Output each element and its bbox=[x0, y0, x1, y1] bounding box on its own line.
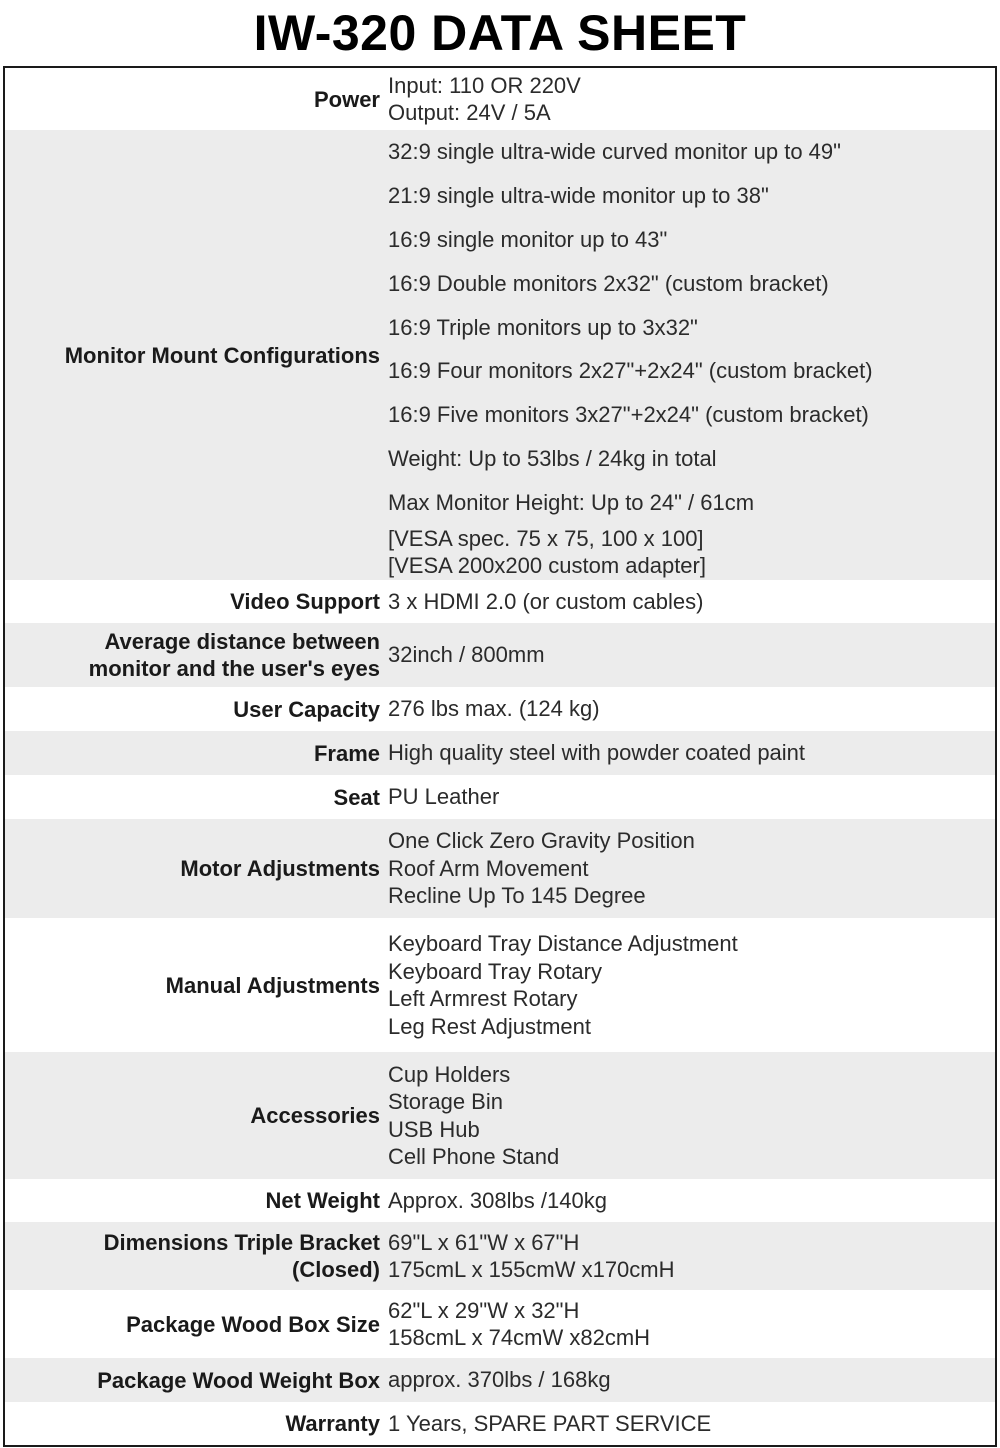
row-label: Average distance between monitor and the user's eyes bbox=[88, 629, 380, 681]
row-user-capacity bbox=[5, 687, 995, 731]
row-value: 3 x HDMI 2.0 (or custom cables) bbox=[388, 588, 704, 614]
row-manual-adjustments bbox=[5, 918, 995, 1052]
row-package-weight bbox=[5, 1358, 995, 1402]
row-label: Package Wood Weight Box bbox=[97, 1367, 380, 1393]
row-value: One Click Zero Gravity Position Roof Arm Movement Recline Up To 145 Degree bbox=[388, 828, 695, 909]
row-package-box-size bbox=[5, 1290, 995, 1358]
row-label: Package Wood Box Size bbox=[126, 1311, 380, 1337]
row-value: Approx. 308lbs /140kg bbox=[388, 1187, 607, 1213]
row-motor-adjustments bbox=[5, 819, 995, 918]
row-value: 1 Years, SPARE PART SERVICE bbox=[388, 1410, 712, 1436]
row-average-distance bbox=[5, 623, 995, 687]
row-frame bbox=[5, 731, 995, 775]
row-value: PU Leather bbox=[388, 784, 500, 810]
row-label: Warranty bbox=[285, 1411, 380, 1436]
row-net-weight bbox=[5, 1179, 995, 1222]
row-dimensions bbox=[5, 1222, 995, 1290]
row-label: Video Support bbox=[230, 589, 380, 614]
row-label: Frame bbox=[313, 740, 380, 766]
row-value: approx. 370lbs / 168kg bbox=[388, 1367, 611, 1393]
row-value: Keyboard Tray Distance Adjustment Keyboard Tray Rotary Left Armrest Rotary Leg Rest Adjustment bbox=[388, 931, 738, 1039]
row-label: Dimensions Triple Bracket (Closed) bbox=[103, 1230, 380, 1282]
row-value: High quality steel with powder coated paint bbox=[388, 740, 806, 766]
row-value: Input: 110 OR 220V Output: 24V / 5A bbox=[388, 72, 581, 125]
row-value: 69"L x 61"W x 67"H 175cmL x 155cmW x170cmH bbox=[388, 1229, 675, 1282]
row-value: 32inch / 800mm bbox=[388, 642, 545, 668]
row-power bbox=[5, 68, 995, 130]
row-warranty bbox=[5, 1402, 995, 1445]
row-value: 62"L x 29"W x 32"H 158cmL x 74cmW x82cmH bbox=[388, 1297, 651, 1350]
row-value: Cup Holders Storage Bin USB Hub Cell Phone Stand bbox=[388, 1061, 560, 1169]
row-video-support bbox=[5, 580, 995, 623]
row-seat bbox=[5, 775, 995, 819]
data-sheet-table bbox=[3, 66, 997, 1447]
row-label: Motor Adjustments bbox=[180, 856, 380, 881]
row-label: Net Weight bbox=[265, 1188, 380, 1213]
row-accessories bbox=[5, 1052, 995, 1179]
row-label: Seat bbox=[333, 784, 380, 810]
row-label: User Capacity bbox=[233, 696, 380, 722]
row-value: 32:9 single ultra-wide curved monitor up to 49" 21:9 single ultra-wide monitor up to 38" 16:9 single monitor up to 43" 16:9 Double monitors 2x32" (custom bracket) 16:9 Triple monitors up to 3x32" 16:9 Four monitors 2x27"+2x24" (custom bracket) 16:9 Five monitors 3x27"+2x24" (custom bracket) Weight: Up to 53lbs / 24kg in total Max Monitor Height: Up to 24" / 61cm [VESA spec. 75 x 75, 100 x 100] [VESA 200x200 custom adapter] bbox=[388, 139, 873, 579]
row-value: 276 lbs max. (124 kg) bbox=[388, 696, 600, 722]
row-label: Power bbox=[313, 86, 380, 112]
page-title: IW-320 DATA SHEET bbox=[253, 5, 747, 61]
row-label: Monitor Mount Configurations bbox=[64, 342, 380, 368]
row-label: Accessories bbox=[250, 1103, 380, 1128]
row-label: Manual Adjustments bbox=[165, 972, 380, 998]
row-monitor-mount bbox=[5, 130, 995, 580]
